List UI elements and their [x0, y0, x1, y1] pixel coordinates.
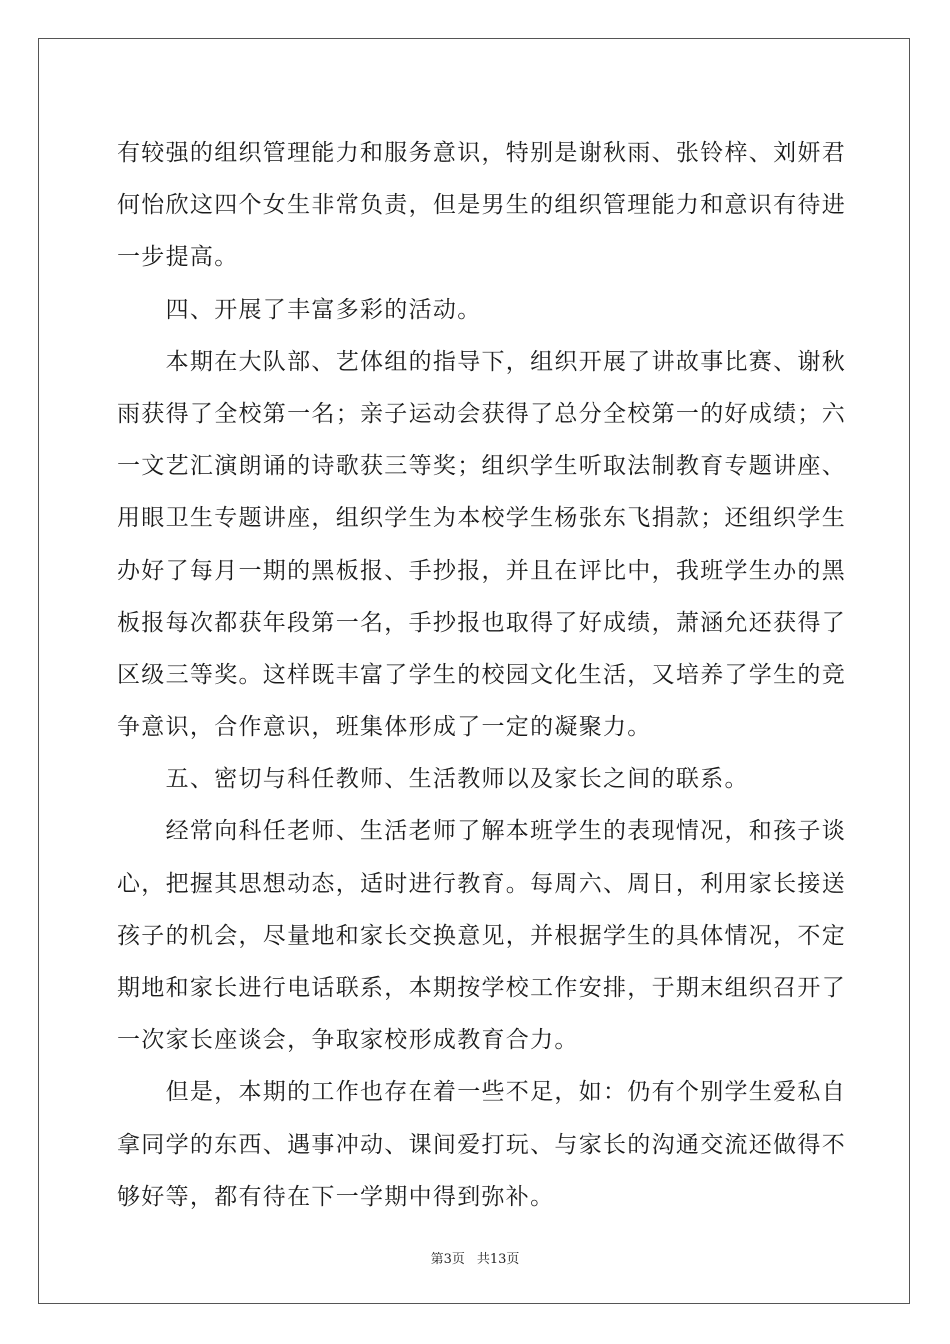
page-number: 第3页 [430, 1252, 465, 1267]
text-line: 本期在大队部、艺体组的指导下，组织开展了讲故事比赛、谢秋 [117, 348, 846, 375]
page-footer [0, 1248, 950, 1267]
text-line: 有较强的组织管理能力和服务意识，特别是谢秋雨、张铃梓、刘妍君 [117, 140, 846, 166]
text-line: 拿同学的东西、遇事冲动、课间爱打玩、与家长的沟通交流还做得不 [117, 1131, 846, 1158]
text-line: 心，把握其思想动态，适时进行教育。每周六、周日，利用家长接送 [117, 870, 846, 897]
text-line: 经常向科任老师、生活老师了解本班学生的表现情况，和孩子谈 [117, 818, 846, 845]
text-line: 雨获得了全校第一名；亲子运动会获得了总分全校第一的好成绩；六 [117, 400, 846, 427]
document-body [117, 127, 846, 1223]
text-line: 办好了每月一期的黑板报、手抄报，并且在评比中，我班学生办的黑 [117, 557, 846, 584]
text-line: 何怡欣这四个女生非常负责，但是男生的组织管理能力和意识有待进 [117, 192, 846, 219]
page-total: 共13页 [476, 1252, 520, 1267]
text-line: 一次家长座谈会，争取家校形成教育合力。 [117, 1027, 579, 1054]
text-line: 够好等，都有待在下一学期中得到弥补。 [117, 1183, 555, 1210]
section-heading: 五、密切与科任教师、生活教师以及家长之间的联系。 [117, 766, 749, 793]
text-line: 一文艺汇演朗诵的诗歌获三等奖；组织学生听取法制教育专题讲座、 [117, 453, 846, 480]
text-line: 一步提高。 [117, 244, 239, 271]
text-line: 争意识，合作意识，班集体形成了一定的凝聚力。 [117, 714, 652, 741]
text-line: 孩子的机会，尽量地和家长交换意见，并根据学生的具体情况，不定 [117, 922, 846, 949]
section-heading: 四、开展了丰富多彩的活动。 [117, 296, 482, 323]
text-line: 板报每次都获年段第一名，手抄报也取得了好成绩，萧涵允还获得了 [117, 609, 846, 636]
text-line: 但是，本期的工作也存在着一些不足，如：仍有个别学生爱私自 [117, 1079, 846, 1106]
text-line: 期地和家长进行电话联系，本期按学校工作安排，于期末组织召开了 [117, 975, 846, 1001]
text-line: 区级三等奖。这样既丰富了学生的校园文化生活，又培养了学生的竞 [117, 661, 846, 688]
text-line: 用眼卫生专题讲座，组织学生为本校学生杨张东飞捐款；还组织学生 [117, 505, 846, 532]
